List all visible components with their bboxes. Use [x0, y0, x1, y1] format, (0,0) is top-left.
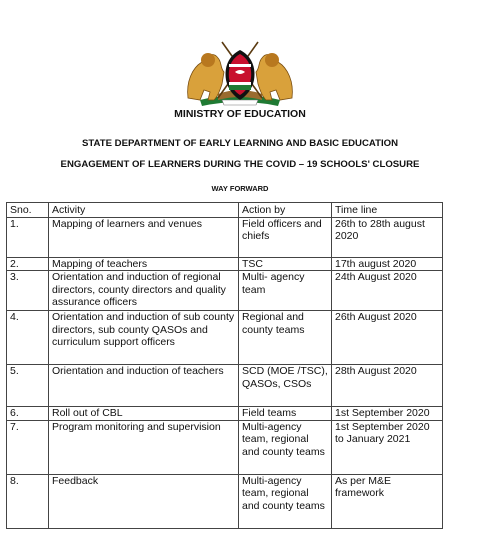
- row-timeline: 1st September 2020 to January 2021: [332, 420, 443, 474]
- row-timeline: 26th August 2020: [332, 311, 443, 365]
- coat-of-arms-icon: [178, 38, 302, 108]
- row-activity: Program monitoring and supervision: [49, 420, 239, 474]
- ministry-title: MINISTRY OF EDUCATION: [174, 108, 306, 120]
- row-timeline: 26th to 28th august 2020: [332, 217, 443, 257]
- row-sno: 1.: [7, 217, 49, 257]
- row-action-by: Multi-agency team, regional and county teams: [239, 420, 332, 474]
- row-activity: Mapping of teachers: [49, 257, 239, 271]
- row-timeline: 1st September 2020: [332, 407, 443, 421]
- row-activity: Orientation and induction of teachers: [49, 365, 239, 407]
- row-action-by: Field teams: [239, 407, 332, 421]
- row-action-by: TSC: [239, 257, 332, 271]
- row-action-by: Field officers and chiefs: [239, 217, 332, 257]
- table-row: [7, 474, 443, 528]
- column-header-activity: Activity: [49, 203, 239, 218]
- department-title: STATE DEPARTMENT OF EARLY LEARNING AND BASIC EDUCATION: [81, 138, 399, 149]
- row-action-by: Multi- agency team: [239, 271, 332, 311]
- way-forward-table: [6, 202, 443, 529]
- row-sno: 6.: [7, 407, 49, 421]
- row-activity: Roll out of CBL: [49, 407, 239, 421]
- table-row: [7, 257, 443, 271]
- row-timeline: As per M&E framework: [332, 474, 443, 528]
- row-activity: Orientation and induction of regional directors, county directors and quality assurance officers: [49, 271, 239, 311]
- table-row: [7, 271, 443, 311]
- table-header-row: [7, 203, 443, 218]
- row-activity: Mapping of learners and venues: [49, 217, 239, 257]
- way-forward-subtitle: WAY FORWARD: [211, 184, 269, 193]
- row-sno: 7.: [7, 420, 49, 474]
- row-action-by: Multi-agency team, regional and county teams: [239, 474, 332, 528]
- column-header-timeline: Time line: [332, 203, 443, 218]
- table-row: [7, 407, 443, 421]
- column-header-action-by: Action by: [239, 203, 332, 218]
- row-sno: 2.: [7, 257, 49, 271]
- row-action-by: SCD (MOE /TSC), QASOs, CSOs: [239, 365, 332, 407]
- table-row: [7, 420, 443, 474]
- row-sno: 3.: [7, 271, 49, 311]
- row-sno: 5.: [7, 365, 49, 407]
- table-row: [7, 217, 443, 257]
- table-row: [7, 365, 443, 407]
- engagement-title: ENGAGEMENT OF LEARNERS DURING THE COVID – 19 SCHOOLS' CLOSURE: [60, 159, 420, 170]
- column-header-sno: Sno.: [7, 203, 49, 218]
- row-sno: 4.: [7, 311, 49, 365]
- row-sno: 8.: [7, 474, 49, 528]
- table-row: [7, 311, 443, 365]
- row-timeline: 17th august 2020: [332, 257, 443, 271]
- row-timeline: 28th August 2020: [332, 365, 443, 407]
- row-action-by: Regional and county teams: [239, 311, 332, 365]
- row-timeline: 24th August 2020: [332, 271, 443, 311]
- row-activity: Orientation and induction of sub county directors, sub county QASOs and curriculum support officers: [49, 311, 239, 365]
- row-activity: Feedback: [49, 474, 239, 528]
- coat-of-arms-graphic: [178, 38, 302, 108]
